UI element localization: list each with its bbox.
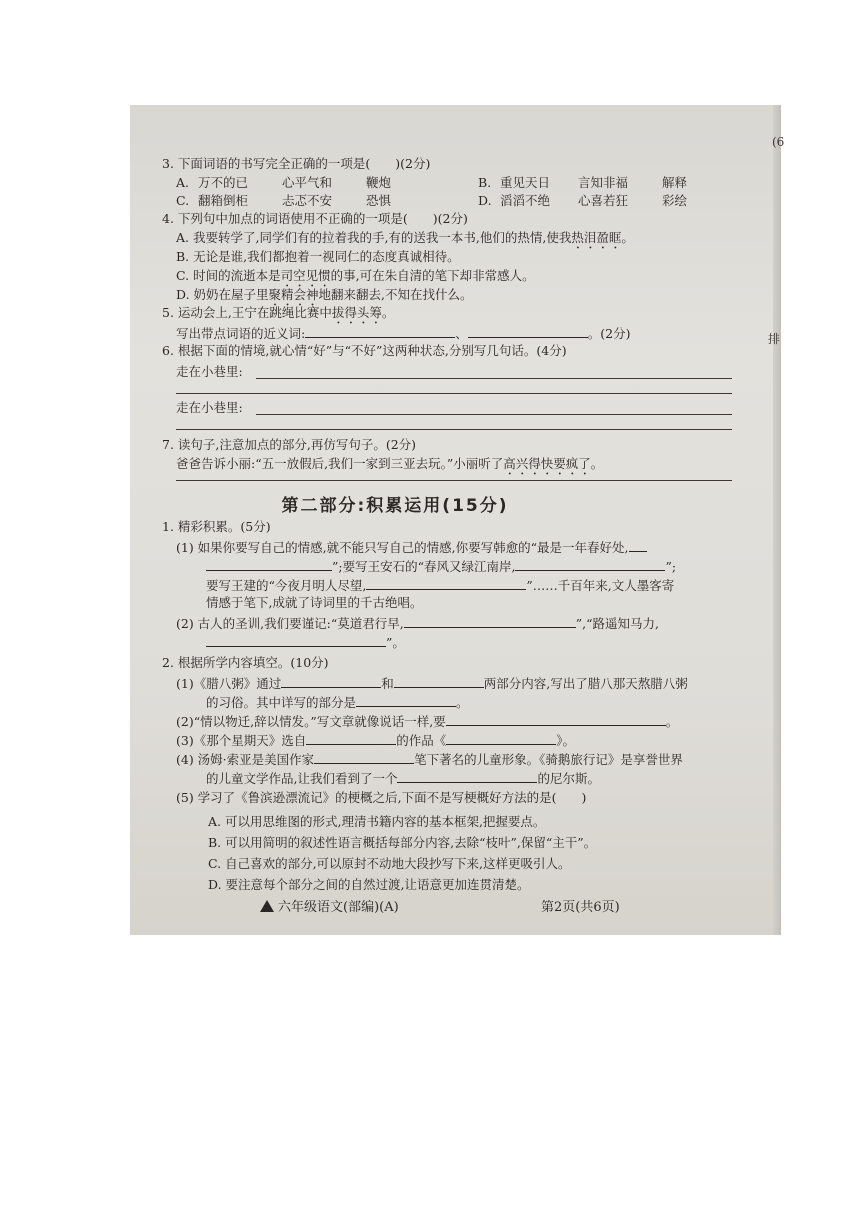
s2-text: 。 — [456, 695, 469, 710]
q3-a-word: 心平气和 — [282, 175, 333, 190]
s2-text: 的作品《 — [396, 733, 447, 748]
s2-blank[interactable] — [306, 731, 396, 745]
s2-blank[interactable] — [394, 674, 484, 688]
s2-option-a: A. 可以用思维图的形式,理清书籍内容的基本框架,把握要点。 — [208, 814, 546, 829]
q4-a-end: 。 — [621, 230, 634, 245]
q7-sentence — [176, 456, 603, 478]
q4-d-text: D. 奶奶在屋子里 — [176, 287, 269, 302]
s1-line6 — [206, 633, 405, 651]
q4-c-end: 的事,可在朱自清的笔下却非常感人。 — [330, 268, 535, 283]
s1-text: (2) 古人的圣训,我们要谨记:“莫道君行早, — [176, 616, 404, 631]
q3-a-word: 万不的已 — [198, 175, 249, 190]
q3-d-word: 心喜若狂 — [578, 193, 629, 208]
s2-blank[interactable] — [446, 731, 556, 745]
s1-text: ”;要写王安石的“春风又绿江南岸, — [332, 559, 516, 574]
s2-stem: 2. 根据所学内容填空。(10分) — [162, 655, 329, 670]
s1-line4: 情感于笔下,成就了诗词里的千古绝唱。 — [206, 595, 423, 610]
s2-blank[interactable] — [397, 769, 537, 783]
q3-a-label: A. — [176, 175, 190, 190]
s1-blank[interactable] — [366, 576, 526, 590]
q4-d-dotted-word: 聚精会神 — [268, 287, 319, 302]
page-edge — [773, 105, 781, 935]
q3-d-word: 彩绘 — [662, 193, 688, 208]
s1-text: (1) 如果你要写自己的情感,就不能只写自己的情感,你要写韩愈的“最是一年春好处, — [176, 540, 629, 555]
s1-text: ”; — [665, 559, 677, 574]
q6-label-good: 走在小巷里: — [176, 364, 243, 379]
q4-d-end: 地翻来翻去,不知在找什么。 — [318, 287, 473, 302]
s2-blank[interactable] — [446, 712, 666, 726]
q3-d-word: 滔滔不绝 — [500, 193, 551, 208]
q7-answer-line[interactable] — [176, 480, 732, 481]
side-mark-mid: 排 — [768, 332, 781, 346]
s2-option-d: D. 要注意每个部分之间的自然过渡,让语意更加连贯清楚。 — [208, 877, 530, 892]
s2-text: (4) 汤姆·索亚是美国作家 — [176, 752, 315, 767]
s1-line2 — [206, 557, 676, 575]
q3-b-label: B. — [478, 175, 492, 190]
q4-c-dotted-word: 司空见惯 — [280, 268, 331, 283]
s1-stem: 1. 精彩积累。(5分) — [162, 519, 271, 534]
s2-text: (2)“情以物迁,辞以情发。”写文章就像说话一样,要 — [176, 714, 446, 729]
q5-separator: 、 — [455, 326, 468, 341]
s2-item1-cont — [206, 693, 469, 711]
q3-b-word: 重见天日 — [500, 175, 551, 190]
s1-text: ”。 — [386, 635, 405, 650]
s2-text: 和 — [381, 676, 394, 691]
s2-text: 的尼尔斯。 — [537, 771, 600, 786]
footer-page-number: 第2页(共6页) — [541, 900, 620, 915]
q5-text: 5. 运动会上,王宁在跳绳比赛中 — [162, 305, 332, 320]
q5-prompt: 写出带点词语的近义词: — [176, 326, 306, 341]
s1-line5 — [176, 614, 659, 632]
s2-text: (1)《腊八粥》通过 — [176, 676, 282, 691]
footer-subject: 六年级语文(部编)(A) — [278, 900, 399, 915]
q3-option-b — [478, 175, 688, 191]
q4-stem: 4. 下列句中加点的词语使用不正确的一项是( )(2分) — [162, 211, 468, 226]
footer-left — [260, 900, 399, 916]
s2-text: 》。 — [556, 733, 575, 748]
s2-text: 的习俗。其中详写的部分是 — [206, 695, 357, 710]
q3-option-a — [176, 175, 392, 191]
q5-points: 。(2分) — [587, 326, 631, 341]
q3-d-label: D. — [478, 193, 492, 208]
s1-blank[interactable] — [206, 633, 386, 647]
s2-blank[interactable] — [314, 750, 414, 764]
s2-text: 笔下著名的儿童形象。《骑鹅旅行记》是享誉世界 — [414, 752, 683, 767]
q6-answer-line[interactable] — [256, 414, 732, 415]
side-mark-top: (6 — [772, 135, 785, 149]
s1-blank[interactable] — [206, 557, 332, 571]
s2-text: 。 — [665, 714, 679, 729]
q5-dotted-word: 拔得头筹 — [331, 305, 382, 320]
q3-b-word: 言知非福 — [578, 175, 629, 190]
q7-dotted-phrase: 高兴得快要疯了 — [503, 456, 591, 471]
q4-option-b: B. 无论是谁,我们都抱着一视同仁的态度真诚相待。 — [176, 249, 460, 264]
q3-b-word: 解释 — [662, 175, 688, 190]
s1-line1 — [176, 538, 647, 556]
s2-text: (3)《那个星期天》选自 — [176, 733, 307, 748]
s1-blank[interactable] — [515, 557, 665, 571]
q5-blank-1[interactable] — [305, 324, 455, 338]
q4-a-dotted-word: 热泪盈眶 — [571, 230, 622, 245]
s2-blank[interactable] — [281, 674, 381, 688]
q4-c-text: C. 时间的流逝本是 — [176, 268, 281, 283]
s1-line3 — [206, 576, 674, 594]
s2-option-b: B. 可以用简明的叙述性语言概括每部分内容,去除“枝叶”,保留“主干”。 — [208, 835, 597, 850]
q5-blank-2[interactable] — [468, 324, 588, 338]
s2-item1 — [176, 674, 688, 692]
s2-item5: (5) 学习了《鲁滨逊漂流记》的梗概之后,下面不是写梗概好方法的是( ) — [176, 790, 587, 805]
s1-text: ”,“路遥知马力, — [575, 616, 659, 631]
s2-text: 两部分内容,写出了腊八那天熬腊八粥 — [483, 676, 688, 691]
s1-text: ”……千百年来,文人墨客寄 — [526, 578, 675, 593]
q3-option-c — [176, 193, 392, 209]
q5-end: 。 — [381, 305, 395, 320]
q3-a-word: 鞭炮 — [366, 175, 392, 190]
s2-text: 的儿童文学作品,让我们看到了一个 — [206, 771, 398, 786]
s2-blank[interactable] — [356, 693, 456, 707]
q6-label-bad: 走在小巷里: — [176, 400, 243, 415]
s2-option-c: C. 自己喜欢的部分,可以原封不动地大段抄写下来,这样更吸引人。 — [208, 856, 571, 871]
s2-item3 — [176, 731, 575, 749]
q4-a-text: A. 我要转学了,同学们有的拉着我的手,有的送我一本书,他们的热情,使我 — [176, 230, 572, 245]
part-two-heading: 第二部分:积累运用(15分) — [281, 496, 509, 516]
q3-c-label: C. — [176, 193, 190, 208]
q5-answer-line — [176, 324, 630, 342]
s1-blank[interactable] — [629, 538, 647, 552]
q7-text: 爸爸告诉小丽:“五一放假后,我们一家到三亚去玩。”小丽听了 — [176, 456, 504, 471]
s2-item4-cont — [206, 769, 600, 787]
q3-stem: 3. 下面词语的书写完全正确的一项是( )(2分) — [162, 156, 431, 171]
q6-answer-line[interactable] — [176, 393, 732, 394]
q6-answer-line[interactable] — [256, 378, 732, 379]
s2-item4 — [176, 750, 683, 768]
q6-stem: 6. 根据下面的情境,就心情“好”与“不好”这两种状态,分别写几句话。(4分) — [162, 343, 567, 358]
s1-text: 要写王建的“今夜月明人尽望, — [206, 578, 367, 593]
q3-c-word: 翻箱倒柜 — [198, 193, 249, 208]
q3-option-d — [478, 193, 688, 209]
s2-item2 — [176, 712, 678, 730]
s1-blank[interactable] — [404, 614, 576, 628]
q3-c-word: 忐忑不安 — [282, 193, 333, 208]
q7-end: 。 — [590, 456, 604, 471]
q6-answer-line[interactable] — [176, 429, 732, 430]
q3-c-word: 恐惧 — [366, 193, 392, 208]
publisher-logo-icon — [260, 900, 274, 912]
q7-stem: 7. 读句子,注意加点的部分,再仿写句子。(2分) — [162, 437, 417, 452]
